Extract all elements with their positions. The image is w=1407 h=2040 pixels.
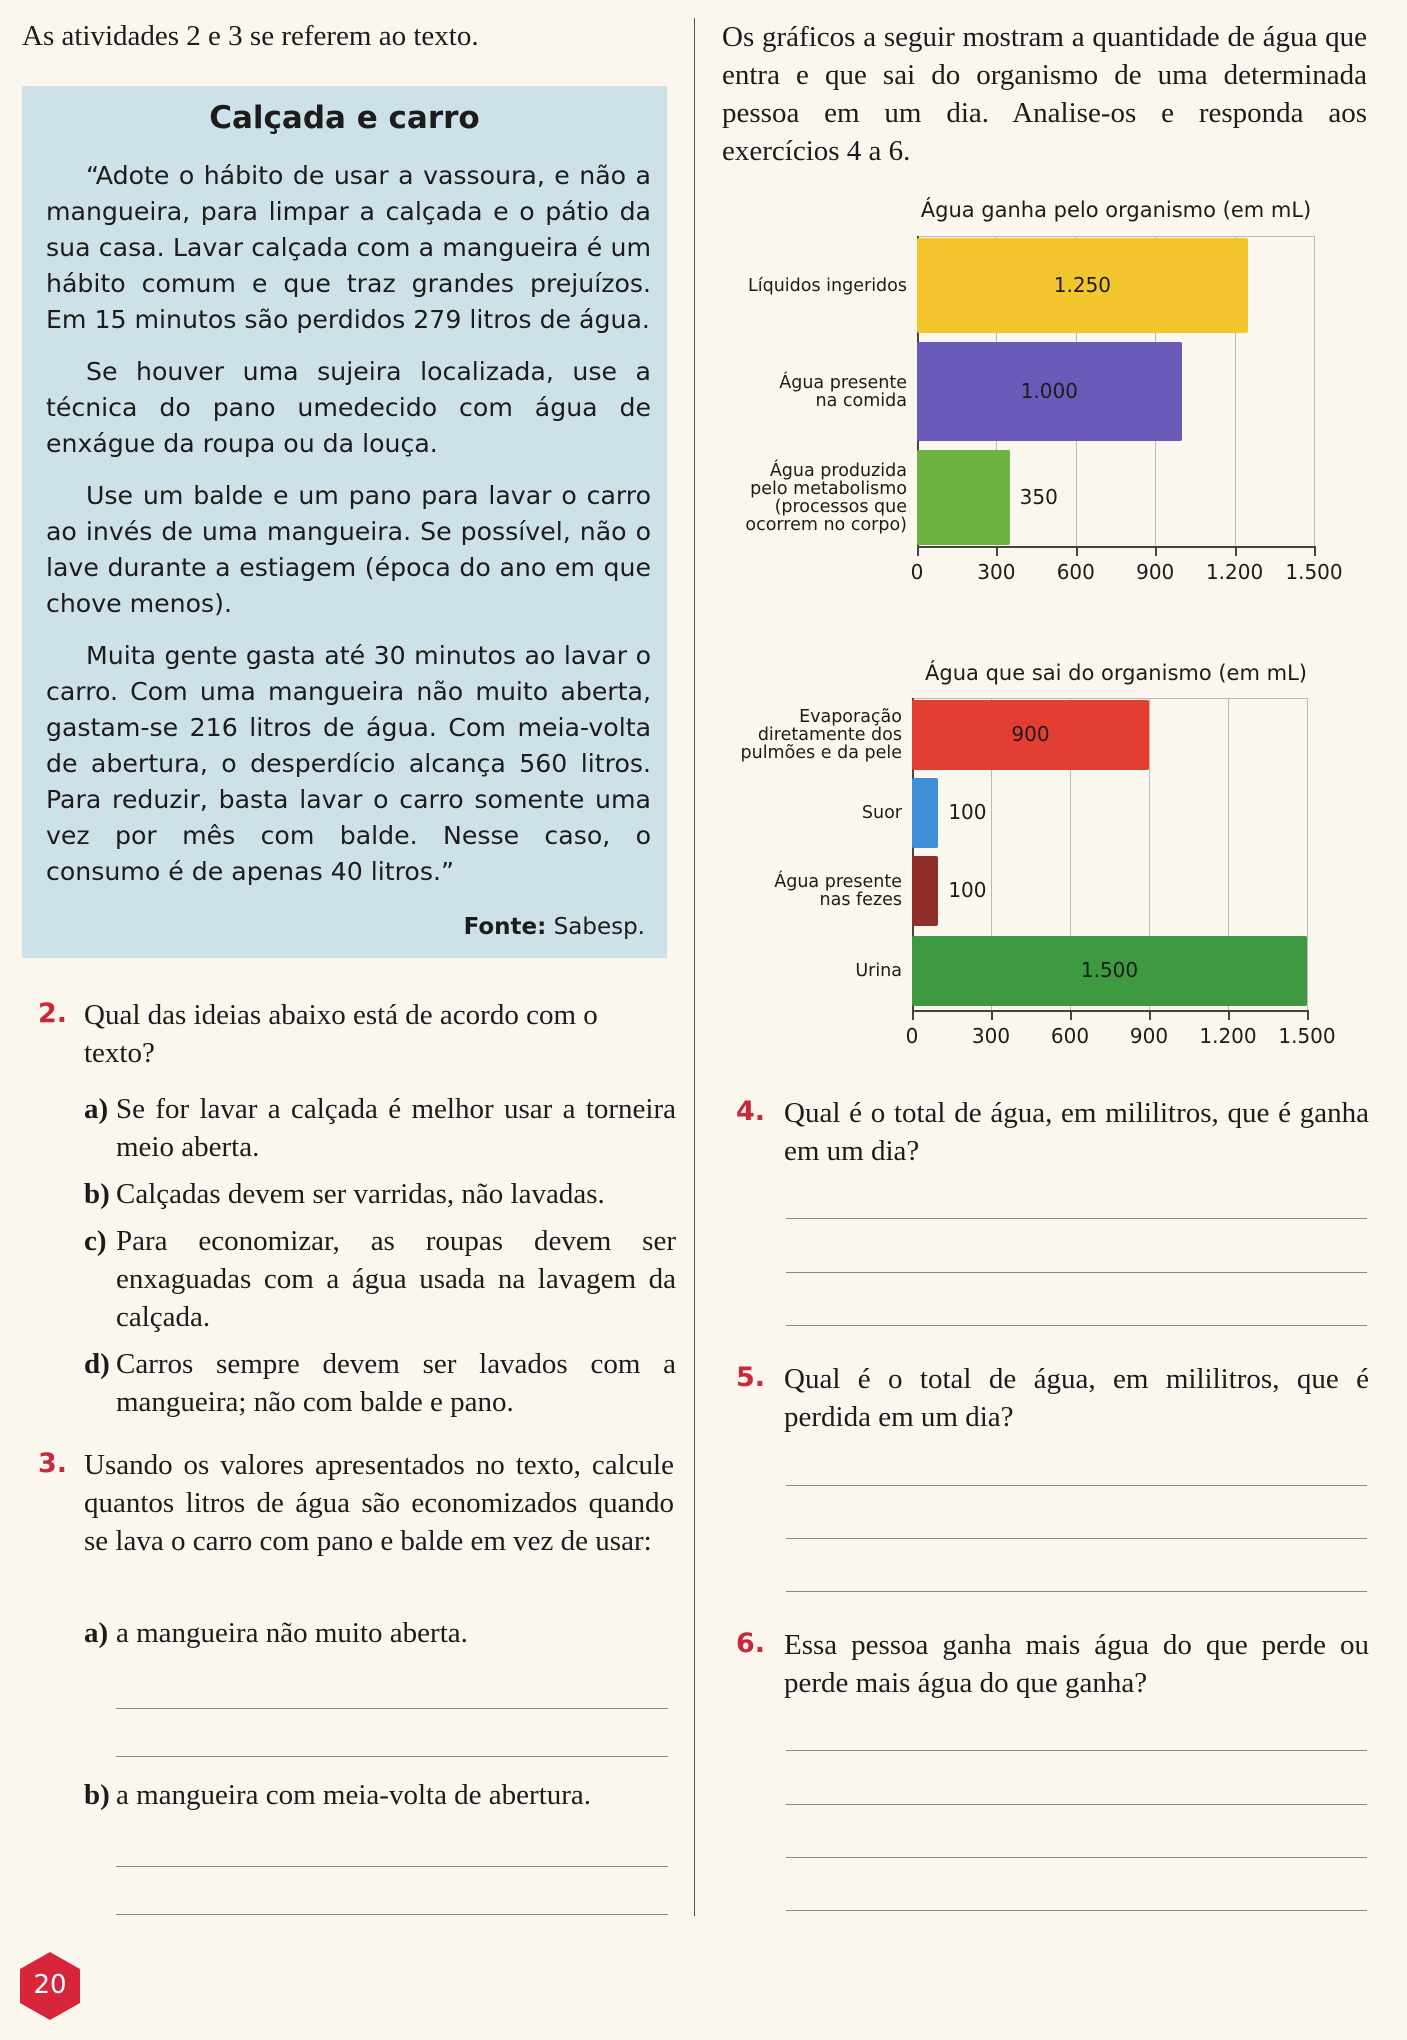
chart2-tick-mark — [912, 1010, 914, 1020]
chart1-tick-mark — [1155, 546, 1157, 556]
chart1-category-label-line: pelo metabolismo — [750, 478, 907, 499]
reading-paragraph-1: “Adote o hábito de usar a vassoura, e não a mangueira, para limpar a calçada e o pátio da sua casa. Lavar calçada com a mangueira é um hábito comum e que traz grandes prejuízos. Em 15 minutos são perdidos 279 litros de água. — [46, 161, 651, 334]
q2-option-a[interactable]: Se for lavar a calçada é melhor usar a torneira meio aberta. — [116, 1093, 676, 1163]
chart2-category-label-line: diretamente dos — [757, 725, 902, 745]
q2-option-d-letter: d) — [84, 1348, 110, 1380]
q3-option-b-letter: b) — [84, 1779, 110, 1811]
q6-answer-line-3[interactable] — [786, 1857, 1367, 1858]
q3-option-b: a mangueira com meia-volta de abertura. — [116, 1779, 592, 1811]
chart1-data-label: 1.000 — [1020, 378, 1078, 403]
chart1-bar — [917, 450, 1010, 545]
chart2-tick-label: 600 — [1050, 1024, 1090, 1048]
chart1-tick-label: 1.200 — [1205, 560, 1264, 584]
chart2-category-label-line: Evaporação — [799, 707, 902, 727]
chart1-x-axis — [917, 546, 1314, 548]
chart2-bar — [912, 778, 938, 848]
chart1-tick-label: 900 — [1136, 560, 1175, 584]
chart2-tick-mark — [1070, 1010, 1072, 1020]
chart2-category-label-line: Urina — [855, 961, 902, 981]
chart1-gridline — [1314, 236, 1315, 546]
q5-text: Qual é o total de água, em mililitros, que é perdida em um dia? — [784, 1363, 1369, 1433]
reading-source — [464, 914, 645, 940]
chart2-category-label-line: Suor — [861, 803, 902, 823]
reading-box — [22, 86, 667, 958]
q3-number: 3. — [38, 1448, 68, 1479]
q2-option-c-letter: c) — [84, 1225, 107, 1257]
chart1-category-label — [727, 277, 907, 295]
chart1-category-label-line: ocorrem no corpo) — [745, 514, 907, 535]
reading-paragraph-4: Muita gente gasta até 30 minutos ao lavar o carro. Com uma mangueira não muito aberta, gastam-se 216 litros de água. Com meia-volta de abertura, o desperdício alcança 560 litros. Para reduzir, basta lavar o carro somente uma vez por mês com balde. Nesse caso, o consumo é de apenas 40 litros.” — [46, 641, 651, 886]
chart2-tick-label: 1.200 — [1199, 1024, 1257, 1048]
q6-answer-line-1[interactable] — [786, 1750, 1367, 1751]
q2-option-b-letter: b) — [84, 1178, 110, 1210]
reading-title: Calçada e carro — [209, 100, 480, 136]
chart2-tick-mark — [1149, 1010, 1151, 1020]
chart1-category-label-line: na comida — [815, 390, 907, 411]
chart1-category-label-line: Água produzida — [769, 460, 907, 481]
chart2-x-axis — [912, 1010, 1307, 1012]
q2-option-c[interactable]: Para economizar, as roupas devem ser enxaguadas com a água usada na lavagem da calçada. — [116, 1225, 676, 1333]
chart2-tick-label: 900 — [1129, 1024, 1169, 1048]
q2-option-a-letter: a) — [84, 1093, 109, 1125]
q4-number: 4. — [736, 1096, 766, 1127]
chart2-category-label — [722, 804, 902, 822]
q5-answer-line-2[interactable] — [786, 1538, 1367, 1539]
chart1-data-label: 350 — [1019, 484, 1058, 509]
q6-answer-line-4[interactable] — [786, 1910, 1367, 1911]
chart2-tick-mark — [1307, 1010, 1309, 1020]
chart2-tick-label: 1.500 — [1278, 1024, 1336, 1048]
chart1-tick-mark — [996, 546, 998, 556]
q3-option-a-letter: a) — [84, 1617, 109, 1649]
source-label: Fonte: — [463, 914, 547, 940]
q4-text: Qual é o total de água, em mililitros, que é ganha em um dia? — [784, 1097, 1369, 1167]
q3b-answer-line-2[interactable] — [116, 1914, 668, 1915]
q4-answer-line-2[interactable] — [786, 1272, 1367, 1273]
chart2-tick-label: 0 — [905, 1024, 919, 1048]
chart2-data-label: 100 — [948, 878, 987, 902]
reading-paragraph-2: Se houver uma sujeira localizada, use a técnica do pano umedecido com água de enxágue da roupa ou da louça. — [46, 357, 651, 458]
chart1-category-label — [727, 462, 907, 534]
q6-number: 6. — [736, 1628, 766, 1659]
chart2-data-label: 900 — [1011, 722, 1050, 746]
chart1-tick-mark — [1235, 546, 1237, 556]
chart2-top-frame — [912, 698, 1307, 699]
q2-text: Qual das ideias abaixo está de acordo com o texto? — [84, 999, 598, 1069]
q3-text: Usando os valores apresentados no texto, calcule quantos litros de água são economizados quando se lava o carro com pano e balde em vez de usar: — [84, 1449, 674, 1557]
q5-answer-line-3[interactable] — [786, 1591, 1367, 1592]
chart2-category-label-line: pulmões e da pele — [740, 743, 902, 763]
chart2-gridline — [1307, 698, 1308, 1010]
chart1-category-label — [727, 374, 907, 410]
chart1-tick-mark — [1076, 546, 1078, 556]
chart1-tick-label: 600 — [1056, 560, 1095, 584]
chart2-category-label-line: nas fezes — [819, 890, 902, 910]
chart2-tick-mark — [991, 1010, 993, 1020]
chart2-data-label: 100 — [948, 800, 987, 824]
chart2-category-label — [722, 873, 902, 909]
q3-option-a: a mangueira não muito aberta. — [116, 1617, 468, 1649]
chart1-data-label: 1.250 — [1053, 272, 1112, 297]
q2-option-b[interactable]: Calçadas devem ser varridas, não lavadas. — [116, 1178, 605, 1210]
q4-answer-line-3[interactable] — [786, 1325, 1367, 1326]
chart1-tick-mark — [917, 546, 919, 556]
chart2-category-label — [722, 708, 902, 762]
chart1-tick-label: 300 — [977, 560, 1016, 584]
chart1-tick-label: 1.500 — [1285, 560, 1343, 584]
q2-number: 2. — [38, 998, 68, 1029]
chart1-category-label-line: (processos que — [774, 496, 907, 517]
chart1-title: Água ganha pelo organismo (em mL) — [920, 198, 1312, 222]
q6-text: Essa pessoa ganha mais água do que perde ou perde mais água do que ganha? — [784, 1629, 1369, 1699]
q5-answer-line-1[interactable] — [786, 1485, 1367, 1486]
q2-option-d[interactable]: Carros sempre devem ser lavados com a mangueira; não com balde e pano. — [116, 1348, 676, 1418]
chart1-tick-mark — [1314, 546, 1316, 556]
q4-answer-line-1[interactable] — [786, 1218, 1367, 1219]
chart2-tick-mark — [1228, 1010, 1230, 1020]
q3b-answer-line-1[interactable] — [116, 1866, 668, 1867]
page-number-badge — [18, 1950, 82, 2022]
reading-paragraph-3: Use um balde e um pano para lavar o carro ao invés de uma mangueira. Se possível, não o lave durante a estiagem (época do ano em que chove menos). — [46, 481, 651, 618]
q3a-answer-line-1[interactable] — [116, 1708, 668, 1709]
charts-intro: Os gráficos a seguir mostram a quantidade de água que entra e que sai do organismo de uma determinada pessoa em um dia. Analise-os e responda aos exercícios 4 a 6. — [722, 21, 1367, 167]
chart1-category-label-line: Líquidos ingeridos — [748, 275, 907, 296]
chart2-bar — [912, 856, 938, 926]
chart1-tick-label: 0 — [910, 560, 924, 584]
q5-number: 5. — [736, 1362, 766, 1393]
chart1-category-label-line: Água presente — [779, 372, 907, 393]
page-number: 20 — [33, 1970, 67, 2000]
source-name: Sabesp. — [553, 914, 645, 940]
chart2-tick-label: 300 — [971, 1024, 1011, 1048]
chart2-category-label — [722, 962, 902, 980]
chart2-data-label: 1.500 — [1080, 958, 1139, 982]
chart1-top-frame — [917, 236, 1314, 237]
q6-answer-line-2[interactable] — [786, 1804, 1367, 1805]
chart2-category-label-line: Água presente — [774, 872, 902, 892]
q3a-answer-line-2[interactable] — [116, 1756, 668, 1757]
column-divider — [694, 18, 695, 1916]
intro-text: As atividades 2 e 3 se referem ao texto. — [22, 20, 479, 52]
chart2-title: Água que sai do organismo (em mL) — [925, 661, 1307, 685]
